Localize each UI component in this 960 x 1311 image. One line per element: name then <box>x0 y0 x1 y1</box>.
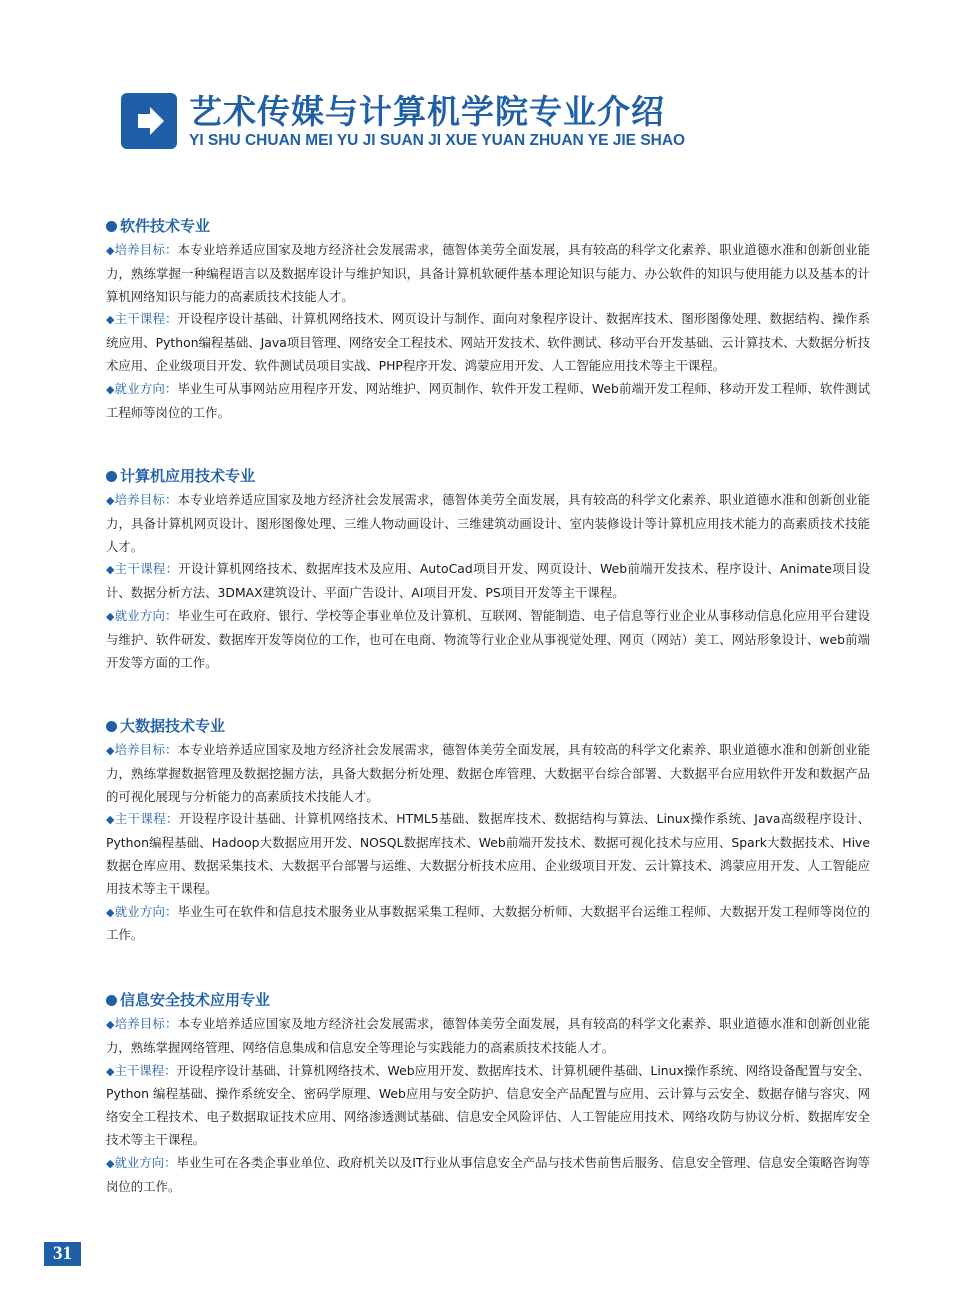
course-text: 开设计算机网络技术、数据库技术及应用、AutoCad项目开发、网页设计、Web前端开发技术、程序设计、Animate项目设计、数据分析方法、3DMAX建筑设计、平面广告设计、AI项目开发、PS项目开发等主干课程。 <box>106 561 871 601</box>
diamond-icon: ◆ <box>106 313 115 327</box>
section-title: 软件技术专业 <box>120 217 211 235</box>
diamond-icon: ◆ <box>106 244 115 257</box>
diamond-icon: ◆ <box>106 494 115 507</box>
career-paragraph <box>106 901 870 948</box>
goal-text: 本专业培养适应国家及地方经济社会发展需求，德智体美劳全面发展，具有较高的科学文化素养、职业道德水准和创新创业能力，具备计算机网页设计、图形图像处理、三维人物动画设计、三维建筑动画设计、室内装修设计等计算机应用技术能力的高素质技术技能人才。 <box>106 492 871 554</box>
course-paragraph <box>106 1060 870 1152</box>
section-title: 大数据技术专业 <box>120 717 226 735</box>
diamond-icon: ◆ <box>106 609 115 623</box>
career-text: 毕业生可在政府、银行、学校等企事业单位及计算机、互联网、智能制造、电子信息等行业企业从事移动信息化应用平台建设与维护、软件研发、数据库开发等岗位的工作，也可在电商、物流等行业企业从事视觉处理、网页（网站）美工、网站形象设计、web前端开发等方面的工作。 <box>106 607 871 670</box>
career-text: 毕业生可在各类企事业单位、政府机关以及IT行业从事信息安全产品与技术售前售后服务、信息安全管理、信息安全策略咨询等岗位的工作。 <box>106 1154 870 1194</box>
course-paragraph <box>106 308 870 377</box>
career-label: 就业方向： <box>114 1154 177 1170</box>
course-paragraph <box>106 808 870 900</box>
career-paragraph <box>106 378 870 425</box>
course-text: 开设程序设计基础、计算机网络技术、Web应用开发、数据库技术、计算机硬件基础、Linux操作系统、网络设备配置与安全、Python 编程基础、操作系统安全、密码学原理、Web应用与安全防护、信息安全产品配置与应用、云计算与云安全、数据存储与容灾、网络安全工程技术、电子数据取证技术应用、网络渗透测试基础、信息安全风险评估、人工智能应用技术、网络攻防与协议分析、数据库安全技术等主干课程。 <box>106 1062 870 1147</box>
course-label: 主干课程： <box>114 811 179 827</box>
bullet-dot-icon <box>106 721 117 732</box>
diamond-icon: ◆ <box>106 813 115 827</box>
course-label: 主干课程： <box>114 561 179 577</box>
course-paragraph <box>106 558 870 605</box>
diamond-icon: ◆ <box>106 1156 115 1170</box>
arrow-right-icon <box>121 93 177 149</box>
diamond-icon: ◆ <box>106 905 115 919</box>
course-label: 主干课程： <box>114 311 178 327</box>
bullet-dot-icon <box>106 221 117 232</box>
career-text: 毕业生可从事网站应用程序开发、网站维护、网页制作、软件开发工程师、Web前端开发工程师、移动开发工程师、软件测试工程师等岗位的工作。 <box>106 380 871 420</box>
goal-paragraph <box>106 239 870 308</box>
goal-paragraph <box>106 739 870 808</box>
course-text: 开设程序设计基础、计算机网络技术、网页设计与制作、面向对象程序设计、数据库技术、图形图像处理、数据结构、操作系统应用、Python编程基础、Java项目管理、网络安全工程技术、网站开发技术、软件测试、移动平台开发基础、云计算技术、大数据分析技术应用、企业级项目开发、软件测试员项目实战、PHP程序开发、鸿蒙应用开发、人工智能应用技术等主干课程。 <box>106 311 871 373</box>
course-text: 开设程序设计基础、计算机网络技术、HTML5基础、数据库技术、数据结构与算法、Linux操作系统、Java高级程序设计、Python编程基础、Hadoop大数据应用开发、NOSQL数据库技术、Web前端开发技术、数据可视化技术与应用、Spark大数据技术、Hive数据仓库应用、数据采集技术、大数据平台部署与运维、大数据分析技术应用、企业级项目开发、云计算技术、鸿蒙应用开发、人工智能应用技术等主干课程。 <box>106 811 871 896</box>
bullet-dot-icon <box>106 995 117 1006</box>
page-title: 艺术传媒与计算机学院专业介绍 <box>189 91 665 131</box>
goal-label: 培养目标： <box>114 742 178 757</box>
goal-text: 本专业培养适应国家及地方经济社会发展需求，德智体美劳全面发展，具有较高的科学文化素养、职业道德水准和创新创业能力，熟练掌握网络管理、网络信息集成和信息安全等理论与实践能力的高素质技术技能人才。 <box>106 1016 871 1055</box>
diamond-icon: ◆ <box>106 1018 115 1031</box>
section-software-technology <box>106 215 870 424</box>
goal-label: 培养目标： <box>114 1016 178 1031</box>
diamond-icon: ◆ <box>106 382 115 396</box>
section-computer-application <box>106 465 870 674</box>
career-paragraph <box>106 605 870 674</box>
diamond-icon: ◆ <box>106 563 115 577</box>
career-label: 就业方向： <box>114 380 178 396</box>
section-title: 计算机应用技术专业 <box>120 467 256 485</box>
goal-text: 本专业培养适应国家及地方经济社会发展需求，德智体美劳全面发展，具有较高的科学文化素养、职业道德水准和创新创业能力，熟练掌握一种编程语言以及数据库设计与维护知识，具备计算机软硬件基本理论知识与能力、办公软件的知识与使用能力以及基本的计算机网络知识与能力的高素质技术技能人才。 <box>106 242 871 304</box>
career-label: 就业方向： <box>114 903 178 919</box>
goal-label: 培养目标： <box>114 492 178 507</box>
page-header <box>121 92 685 150</box>
section-information-security <box>106 989 870 1198</box>
career-label: 就业方向： <box>114 607 178 623</box>
diamond-icon: ◆ <box>106 744 115 757</box>
career-paragraph <box>106 1152 870 1199</box>
bullet-dot-icon <box>106 471 117 482</box>
goal-label: 培养目标： <box>114 242 178 257</box>
goal-paragraph <box>106 1013 870 1060</box>
course-label: 主干课程： <box>114 1062 177 1078</box>
page-title-pinyin: YI SHU CHUAN MEI YU JI SUAN JI XUE YUAN ZHUAN YE JIE SHAO <box>189 131 686 149</box>
diamond-icon: ◆ <box>106 1064 115 1078</box>
career-text: 毕业生可在软件和信息技术服务业从事数据采集工程师、大数据分析师、大数据平台运维工程师、大数据开发工程师等岗位的工作。 <box>106 903 871 943</box>
section-title: 信息安全技术应用专业 <box>120 991 271 1009</box>
page-number: 31 <box>44 1242 81 1266</box>
goal-paragraph <box>106 489 870 558</box>
goal-text: 本专业培养适应国家及地方经济社会发展需求，德智体美劳全面发展，具有较高的科学文化素养、职业道德水准和创新创业能力，熟练掌握数据管理及数据挖掘方法，具备大数据分析处理、数据仓库管理、大数据平台综合部署、大数据平台应用软件开发和数据产品的可视化展现与分析能力的高素质技术技能人才。 <box>106 742 871 804</box>
section-big-data <box>106 715 870 947</box>
